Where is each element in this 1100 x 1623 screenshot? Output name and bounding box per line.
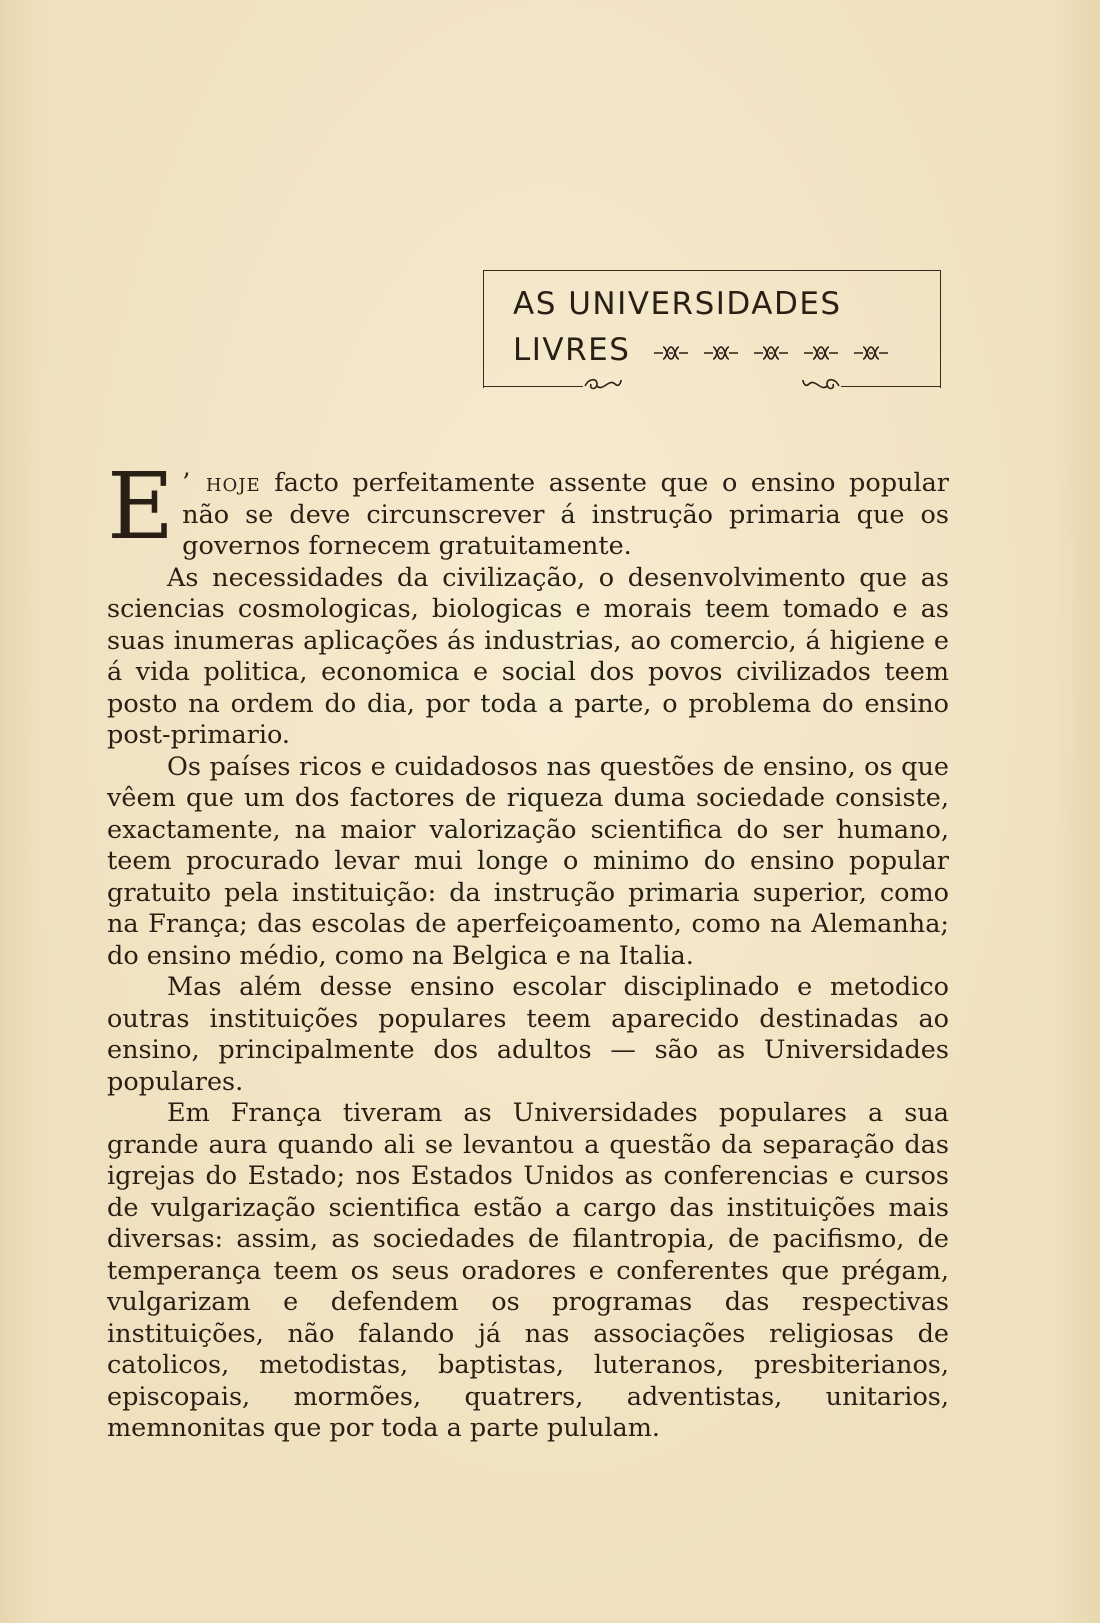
ornament-icon [652, 343, 690, 363]
chapter-heading [483, 270, 941, 390]
frame-bottom-right-rule [841, 386, 941, 387]
heading-line-2 [513, 332, 890, 370]
paragraph-3: Os países ricos e cuidadosos nas questões de ensino, os que vêem que um dos factores de riqueza duma sociedade consiste, exactamente, na maior valorização scientifica do ser humano, teem procurado levar mui longe o minimo do ensino popular gratuito pela instituição: da instrução primaria superior, como na França; das escolas de aperfeiçoamento, como na Alemanha; do ensino médio, como na Belgica e na Italia. [107, 751, 949, 971]
first-word: ’ hoje [182, 468, 261, 498]
paragraph-5: Em França tiveram as Universidades populares a sua grande aura quando ali se levantou a questão da separação das igrejas do Estado; nos Estados Unidos as conferencias e cursos de vulgarização scientifica estão a cargo das instituições mais diversas: assim, as sociedades de filantropia, de pacifismo, de temperança teem os seus oradores e conferentes que prégam, vulgarizam e defendem os programas das respectivas instituições, não falando já nas associações religiosas de catolicos, metodistas, baptistas, luteranos, presbiterianos, episcopais, mormões, quatrers, adventistas, unitarios, memnonitas que por toda a parte pululam. [107, 1098, 949, 1443]
ornament-row [640, 334, 890, 370]
frame-top-rule [483, 270, 941, 271]
heading-line-2-text: LIVRES [513, 332, 631, 368]
ornament-icon [852, 343, 890, 363]
flourish-right-icon [801, 374, 841, 398]
paragraph-2: As necessidades da civilização, o desenvolvimento que as sciencias cosmologicas, biologicas e morais teem tomado e as suas inumeras aplicações ás industrias, ao comercio, á higiene e á vida politica, economica e social dos povos civilizados teem posto na ordem do dia, por toda a parte, o problema do ensino post-primario. [107, 562, 949, 750]
first-paragraph [107, 453, 950, 563]
drop-cap: E [107, 453, 175, 560]
frame-bottom-left-rule [483, 386, 583, 387]
frame-left-rule [483, 270, 484, 388]
paragraph-4: Mas além desse ensino escolar disciplinado e metodico outras instituições populares teem aparecido destinadas ao ensino, principalmente dos adultos — são as Universidades populares. [107, 972, 949, 1097]
flourish-left-icon [583, 374, 623, 398]
ornament-icon [702, 343, 740, 363]
first-paragraph-text: facto perfeitamente assente que o ensino popular não se deve circunscrever á instrução primaria que os governos fornecem gratuitamente. [182, 468, 950, 561]
article-body [107, 453, 950, 1445]
ornament-icon [802, 343, 840, 363]
heading-line-1: AS UNIVERSIDADES [513, 286, 842, 322]
frame-right-rule [940, 270, 941, 388]
ornament-icon [752, 343, 790, 363]
